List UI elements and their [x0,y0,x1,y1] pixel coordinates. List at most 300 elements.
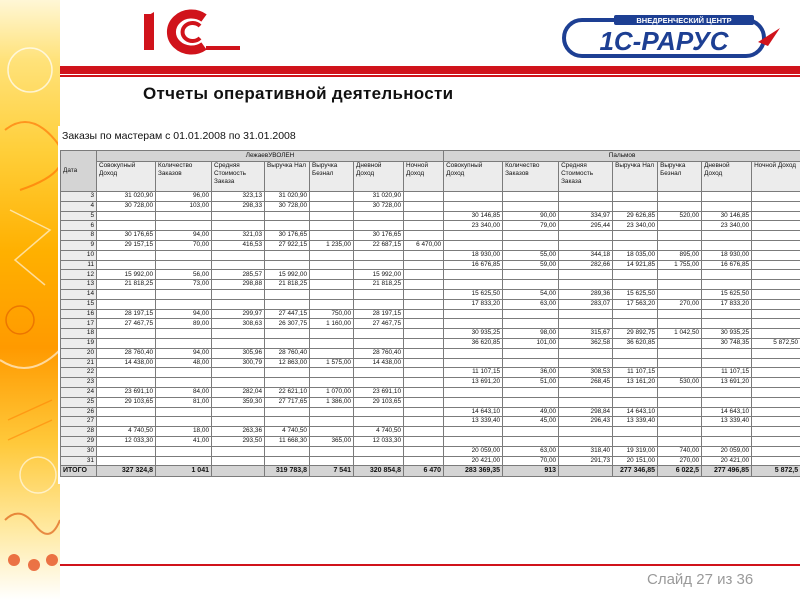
value-cell [752,221,800,231]
value-cell [559,436,613,446]
value-cell: 12 863,00 [265,358,310,368]
value-cell: 90,00 [503,211,559,221]
master-name: Пальмов [444,151,800,162]
table-row [61,250,800,260]
value-cell: 15 625,50 [444,289,503,299]
column-header: Количество Заказов [156,162,212,192]
day-cell: 10 [61,250,97,260]
value-cell: 30 146,85 [702,211,752,221]
value-cell: 282,04 [212,387,265,397]
value-cell: 30 748,35 [702,338,752,348]
day-cell: 30 [61,446,97,456]
table-row [61,211,800,221]
total-cell [559,466,613,477]
value-cell [265,338,310,348]
column-header: Дневной Доход [702,162,752,192]
rarus-logo-text: 1С-РАРУС [599,26,729,56]
value-cell: 63,00 [503,299,559,309]
value-cell [702,348,752,358]
day-cell: 20 [61,348,97,358]
value-cell: 334,97 [559,211,613,221]
value-cell [613,358,658,368]
column-header-row [61,162,800,192]
column-header: Средняя Стоимость Заказа [559,162,613,192]
day-cell: 3 [61,192,97,202]
value-cell [156,368,212,378]
value-cell [97,211,156,221]
value-cell: 101,00 [503,338,559,348]
value-cell [752,397,800,407]
value-cell: 291,73 [559,456,613,466]
value-cell [310,299,354,309]
value-cell [310,250,354,260]
total-label: ИТОГО [61,466,97,477]
value-cell [503,280,559,290]
value-cell [658,427,702,437]
value-cell [503,231,559,241]
table-row [61,289,800,299]
value-cell: 28 760,40 [354,348,404,358]
value-cell [658,240,702,250]
table-row [61,348,800,358]
value-cell: 11 107,15 [613,368,658,378]
value-cell: 31 020,90 [265,192,310,202]
value-cell: 30 728,00 [97,201,156,211]
value-cell: 51,00 [503,378,559,388]
value-cell [752,289,800,299]
value-cell: 283,07 [559,299,613,309]
value-cell [97,378,156,388]
total-cell: 320 854,8 [354,466,404,477]
rarus-badge-text: ВНЕДРЕНЧЕСКИЙ ЦЕНТР [636,16,732,25]
value-cell [752,436,800,446]
value-cell [444,348,503,358]
value-cell: 1 235,00 [310,240,354,250]
day-cell: 5 [61,211,97,221]
value-cell [752,201,800,211]
column-header: Выручка Безнал [658,162,702,192]
date-header: Дата [61,151,97,192]
value-cell [559,201,613,211]
value-cell: 299,97 [212,309,265,319]
value-cell: 13 339,40 [613,417,658,427]
value-cell [702,309,752,319]
value-cell: 365,00 [310,436,354,446]
value-cell [702,201,752,211]
value-cell: 14 643,10 [444,407,503,417]
report-title: Заказы по мастерам с 01.01.2008 по 31.01.2008 [62,130,296,142]
value-cell: 20 421,00 [444,456,503,466]
value-cell [613,270,658,280]
value-cell: 56,00 [156,270,212,280]
value-cell [212,299,265,309]
column-header: Количество Заказов [503,162,559,192]
day-cell: 17 [61,319,97,329]
value-cell: 296,43 [559,417,613,427]
value-cell [404,309,444,319]
day-cell: 15 [61,299,97,309]
value-cell [444,358,503,368]
value-cell: 11 107,15 [444,368,503,378]
value-cell: 28 197,15 [97,309,156,319]
value-cell: 23 691,10 [354,387,404,397]
value-cell [97,299,156,309]
value-cell: 45,00 [503,417,559,427]
total-cell: 7 541 [310,466,354,477]
value-cell: 94,00 [156,309,212,319]
value-cell: 49,00 [503,407,559,417]
day-cell: 8 [61,231,97,241]
value-cell: 96,00 [156,192,212,202]
value-cell: 750,00 [310,309,354,319]
value-cell [156,329,212,339]
decorative-doodles-icon [0,0,60,600]
value-cell [444,319,503,329]
value-cell: 1 070,00 [310,387,354,397]
value-cell [404,397,444,407]
value-cell [613,192,658,202]
value-cell: 103,00 [156,201,212,211]
value-cell [613,231,658,241]
value-cell [97,260,156,270]
value-cell [752,231,800,241]
value-cell [444,192,503,202]
value-cell [354,250,404,260]
value-cell [156,446,212,456]
value-cell: 98,00 [503,329,559,339]
value-cell: 11 107,15 [702,368,752,378]
value-cell [503,319,559,329]
day-cell: 25 [61,397,97,407]
value-cell: 63,00 [503,446,559,456]
value-cell: 29 157,15 [97,240,156,250]
value-cell [265,456,310,466]
value-cell: 18 035,00 [613,250,658,260]
day-cell: 6 [61,221,97,231]
slide-number: Слайд 27 из 36 [647,571,754,588]
value-cell: 19 319,00 [613,446,658,456]
day-cell: 4 [61,201,97,211]
value-cell: 14 921,85 [613,260,658,270]
value-cell [212,456,265,466]
value-cell [752,348,800,358]
value-cell: 298,33 [212,201,265,211]
value-cell [503,309,559,319]
value-cell: 23 691,10 [97,387,156,397]
left-decorative-strip [0,0,60,600]
value-cell: 4 740,50 [354,427,404,437]
value-cell [702,319,752,329]
value-cell: 29 626,85 [613,211,658,221]
table-row [61,368,800,378]
value-cell [310,280,354,290]
value-cell [97,221,156,231]
value-cell: 4 740,50 [97,427,156,437]
value-cell [752,270,800,280]
value-cell [265,221,310,231]
value-cell [752,260,800,270]
value-cell: 11 668,30 [265,436,310,446]
value-cell [404,358,444,368]
value-cell [559,319,613,329]
value-cell [559,192,613,202]
value-cell [658,368,702,378]
value-cell: 12 033,30 [97,436,156,446]
value-cell [752,446,800,456]
day-cell: 12 [61,270,97,280]
value-cell: 289,36 [559,289,613,299]
value-cell [559,280,613,290]
value-cell [354,329,404,339]
value-cell [97,407,156,417]
value-cell [702,231,752,241]
value-cell: 94,00 [156,348,212,358]
value-cell [503,358,559,368]
value-cell [310,446,354,456]
value-cell [354,299,404,309]
value-cell [404,221,444,231]
value-cell [503,436,559,446]
value-cell: 81,00 [156,397,212,407]
column-header: Совокупный Доход [444,162,503,192]
value-cell [752,299,800,309]
value-cell: 282,66 [559,260,613,270]
value-cell [354,211,404,221]
value-cell: 18 930,00 [702,250,752,260]
value-cell: 27 447,15 [265,309,310,319]
value-cell: 359,30 [212,397,265,407]
total-cell: 277 496,85 [702,466,752,477]
table-row [61,397,800,407]
value-cell [752,427,800,437]
value-cell [559,240,613,250]
value-cell [354,289,404,299]
value-cell: 15 992,00 [265,270,310,280]
value-cell [212,260,265,270]
value-cell [752,240,800,250]
value-cell [444,201,503,211]
value-cell [310,192,354,202]
total-cell: 283 369,35 [444,466,503,477]
value-cell [310,417,354,427]
value-cell [404,192,444,202]
value-cell: 27 467,75 [97,319,156,329]
value-cell: 362,58 [559,338,613,348]
value-cell: 14 438,00 [354,358,404,368]
value-cell [404,250,444,260]
value-cell [613,387,658,397]
value-cell [265,446,310,456]
total-cell: 327 324,8 [97,466,156,477]
value-cell [265,378,310,388]
value-cell [752,309,800,319]
table-row [61,427,800,437]
value-cell [212,289,265,299]
value-cell [702,358,752,368]
value-cell [658,221,702,231]
value-cell [658,309,702,319]
value-cell [310,456,354,466]
value-cell: 1 160,00 [310,319,354,329]
value-cell: 298,88 [212,280,265,290]
value-cell [265,329,310,339]
value-cell [265,368,310,378]
value-cell [404,299,444,309]
value-cell: 54,00 [503,289,559,299]
value-cell [156,221,212,231]
value-cell: 17 833,20 [444,299,503,309]
value-cell [613,201,658,211]
table-row [61,456,800,466]
value-cell: 73,00 [156,280,212,290]
value-cell [97,368,156,378]
table-row [61,446,800,456]
value-cell: 6 470,00 [404,240,444,250]
value-cell [752,407,800,417]
day-cell: 29 [61,436,97,446]
value-cell [310,378,354,388]
value-cell [97,250,156,260]
day-cell: 23 [61,378,97,388]
value-cell [702,387,752,397]
value-cell [310,270,354,280]
value-cell [354,338,404,348]
value-cell [752,456,800,466]
value-cell [613,427,658,437]
day-cell: 31 [61,456,97,466]
value-cell [658,397,702,407]
value-cell [404,329,444,339]
value-cell: 30 728,00 [354,201,404,211]
value-cell [156,289,212,299]
value-cell [503,270,559,280]
value-cell [613,397,658,407]
value-cell [156,378,212,388]
day-cell: 9 [61,240,97,250]
value-cell: 293,50 [212,436,265,446]
table-row [61,192,800,202]
value-cell: 18,00 [156,427,212,437]
value-cell [752,329,800,339]
value-cell: 84,00 [156,387,212,397]
value-cell [559,309,613,319]
value-cell: 30 728,00 [265,201,310,211]
value-cell [559,427,613,437]
value-cell [404,436,444,446]
table-row [61,338,800,348]
value-cell: 29 103,65 [97,397,156,407]
value-cell: 321,03 [212,231,265,241]
value-cell [752,368,800,378]
value-cell [310,368,354,378]
day-cell: 24 [61,387,97,397]
value-cell [559,270,613,280]
value-cell [559,397,613,407]
value-cell [702,280,752,290]
value-cell: 30 176,65 [97,231,156,241]
day-cell: 19 [61,338,97,348]
value-cell: 740,00 [658,446,702,456]
table-row [61,378,800,388]
value-cell: 41,00 [156,436,212,446]
value-cell: 20 421,00 [702,456,752,466]
value-cell [613,436,658,446]
value-cell [404,427,444,437]
table-row [61,309,800,319]
value-cell [212,368,265,378]
day-cell: 27 [61,417,97,427]
total-cell: 277 346,85 [613,466,658,477]
master-name: ЛежаевУВОЛЕН [97,151,444,162]
value-cell [503,387,559,397]
column-header: Выручка Нал [613,162,658,192]
value-cell [97,338,156,348]
column-header: Выручка Безнал [310,162,354,192]
value-cell [503,240,559,250]
value-cell [658,348,702,358]
value-cell [310,221,354,231]
column-header: Ночной Доход [752,162,800,192]
table-row [61,221,800,231]
value-cell: 270,00 [658,299,702,309]
value-cell: 26 307,75 [265,319,310,329]
total-row [61,466,800,477]
table-row [61,201,800,211]
value-cell: 12 033,30 [354,436,404,446]
value-cell [559,348,613,358]
value-cell [658,319,702,329]
value-cell [658,417,702,427]
value-cell [354,407,404,417]
value-cell: 298,84 [559,407,613,417]
day-cell: 14 [61,289,97,299]
value-cell [310,201,354,211]
value-cell [503,192,559,202]
value-cell [404,319,444,329]
value-cell [658,407,702,417]
value-cell: 318,40 [559,446,613,456]
day-cell: 22 [61,368,97,378]
value-cell [97,289,156,299]
master-header-row [61,151,800,162]
value-cell: 1 042,50 [658,329,702,339]
value-cell [354,368,404,378]
value-cell [354,221,404,231]
value-cell: 36 620,85 [444,338,503,348]
value-cell [658,387,702,397]
value-cell: 300,79 [212,358,265,368]
value-cell: 22 687,15 [354,240,404,250]
value-cell: 1 755,00 [658,260,702,270]
value-cell [702,427,752,437]
onec-logo-icon [140,8,245,56]
value-cell [752,250,800,260]
day-cell: 11 [61,260,97,270]
value-cell [265,211,310,221]
value-cell [503,427,559,437]
value-cell: 315,67 [559,329,613,339]
table-row [61,358,800,368]
value-cell: 30 176,65 [265,231,310,241]
column-header: Совокупный Доход [97,162,156,192]
value-cell: 59,00 [503,260,559,270]
value-cell [265,260,310,270]
table-row [61,329,800,339]
value-cell [212,250,265,260]
value-cell: 14 643,10 [613,407,658,417]
value-cell: 70,00 [503,456,559,466]
header-red-line [60,75,800,77]
